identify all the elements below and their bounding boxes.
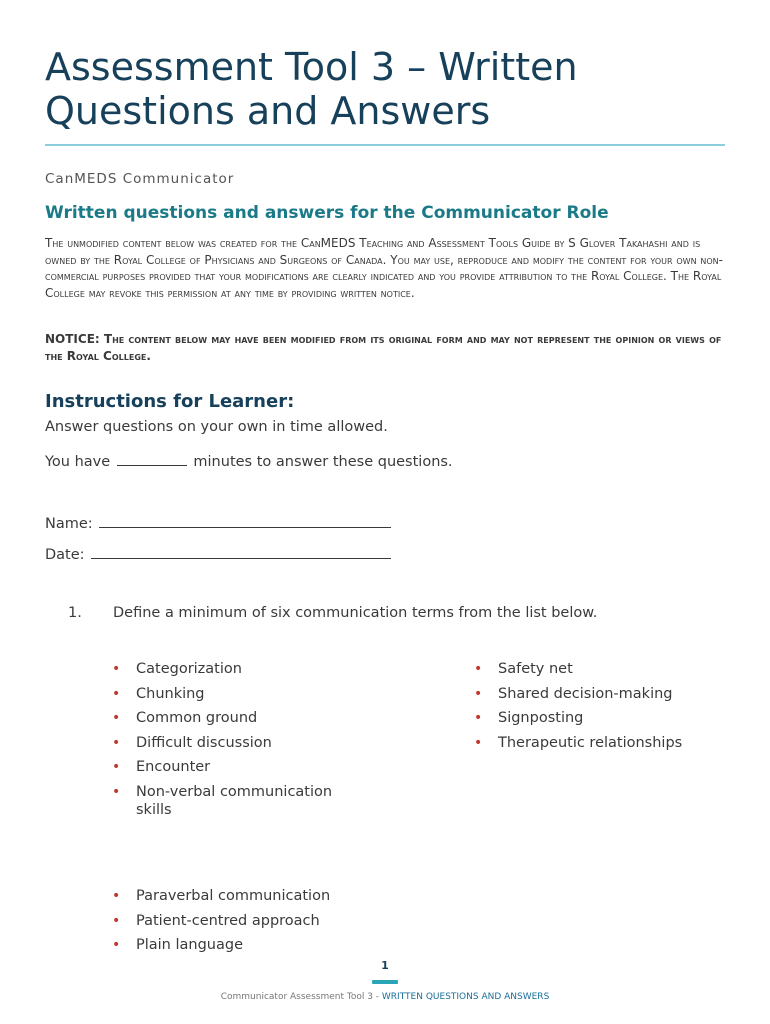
- title-divider: [45, 144, 725, 146]
- bullet-icon: •: [112, 710, 121, 726]
- list-item: [474, 685, 734, 703]
- bullet-icon: •: [112, 888, 121, 904]
- list-item: [112, 685, 362, 703]
- list-item: [112, 734, 362, 752]
- date-label: Date:: [45, 547, 85, 563]
- section-heading: Written questions and answers for the Communicator Role: [45, 203, 609, 223]
- date-field-row: [45, 544, 393, 563]
- term-label: Plain language: [136, 937, 243, 953]
- notice-label: NOTICE:: [45, 332, 100, 346]
- term-label: Safety net: [498, 661, 573, 677]
- name-label: Name:: [45, 516, 93, 532]
- list-item: [112, 912, 362, 930]
- list-item: [112, 709, 362, 727]
- list-item: [112, 783, 362, 819]
- date-blank-field[interactable]: [91, 544, 391, 559]
- minutes-blank-field[interactable]: [117, 451, 187, 466]
- instructions-heading: Instructions for Learner:: [45, 391, 295, 412]
- instruction-time-suffix: minutes to answer these questions.: [193, 454, 453, 470]
- document-title: [45, 45, 725, 133]
- page-number-underline: [372, 980, 398, 984]
- page-number: 1: [381, 959, 389, 972]
- term-label: Shared decision-making: [498, 685, 673, 702]
- bullet-icon: •: [112, 759, 121, 775]
- bullet-icon: •: [112, 734, 121, 751]
- bullet-icon: •: [474, 685, 483, 702]
- document-subtitle: CanMEDS Communicator: [45, 171, 235, 187]
- list-item: [112, 936, 362, 954]
- term-label: Paraverbal communication: [136, 888, 331, 904]
- bullet-icon: •: [112, 912, 121, 929]
- list-item: [474, 734, 734, 752]
- instruction-line-1: Answer questions on your own in time allowed.: [45, 419, 388, 435]
- list-item: [112, 660, 362, 678]
- term-label: Non-verbal communication skills: [136, 783, 333, 818]
- bullet-icon: •: [112, 685, 121, 702]
- list-item: [112, 887, 362, 905]
- list-item: [112, 758, 362, 776]
- bullet-icon: •: [474, 661, 483, 677]
- term-label: Common ground: [136, 710, 258, 726]
- term-label: Encounter: [136, 759, 211, 775]
- term-label: Chunking: [136, 685, 205, 702]
- term-label: Categorization: [136, 661, 242, 677]
- term-label: Therapeutic relationships: [498, 734, 683, 751]
- footer-accent-text: WRITTEN QUESTIONS AND ANSWERS: [381, 992, 550, 1002]
- term-label: Patient-centred approach: [136, 912, 320, 929]
- terms-list-left: [112, 660, 362, 825]
- terms-list-left-continued: [112, 887, 362, 961]
- bullet-icon: •: [112, 661, 121, 677]
- copyright-notice: The unmodified content below was created for the CanMEDS Teaching and Assessment Tools Guide by S Glover Takahashi and is owned by the Royal College of Physicians and Surgeons of Canada. You may use, reproduce and modify the content for your own non-commercial purposes provided that your modifications are clearly indicated and you provide attribution to the Royal College. The Royal College may revoke this permission at any time by providing written notice.: [45, 236, 723, 300]
- name-field-row: [45, 513, 393, 532]
- bullet-icon: •: [112, 783, 121, 800]
- page-footer: [0, 992, 770, 1002]
- instruction-line-2: [45, 451, 453, 470]
- notice-text: The content below may have been modified from its original form and may not represent the opinion or views of the Royal College.: [45, 332, 722, 363]
- question-text: Define a minimum of six communication terms from the list below.: [113, 605, 598, 621]
- footer-text: Communicator Assessment Tool 3 -: [220, 992, 382, 1002]
- list-item: [474, 709, 734, 727]
- title-line-2: Questions and Answers: [45, 89, 491, 133]
- bullet-icon: •: [112, 937, 121, 953]
- terms-list-right: [474, 660, 734, 758]
- modification-notice: [45, 331, 730, 364]
- term-label: Difficult discussion: [136, 734, 272, 751]
- question-number: 1.: [68, 605, 82, 621]
- title-line-1: Assessment Tool 3 – Written: [45, 45, 578, 89]
- list-item: [474, 660, 734, 678]
- term-label: Signposting: [498, 710, 584, 726]
- bullet-icon: •: [474, 734, 483, 751]
- name-blank-field[interactable]: [99, 513, 391, 528]
- bullet-icon: •: [474, 710, 483, 726]
- instruction-time-prefix: You have: [45, 454, 111, 470]
